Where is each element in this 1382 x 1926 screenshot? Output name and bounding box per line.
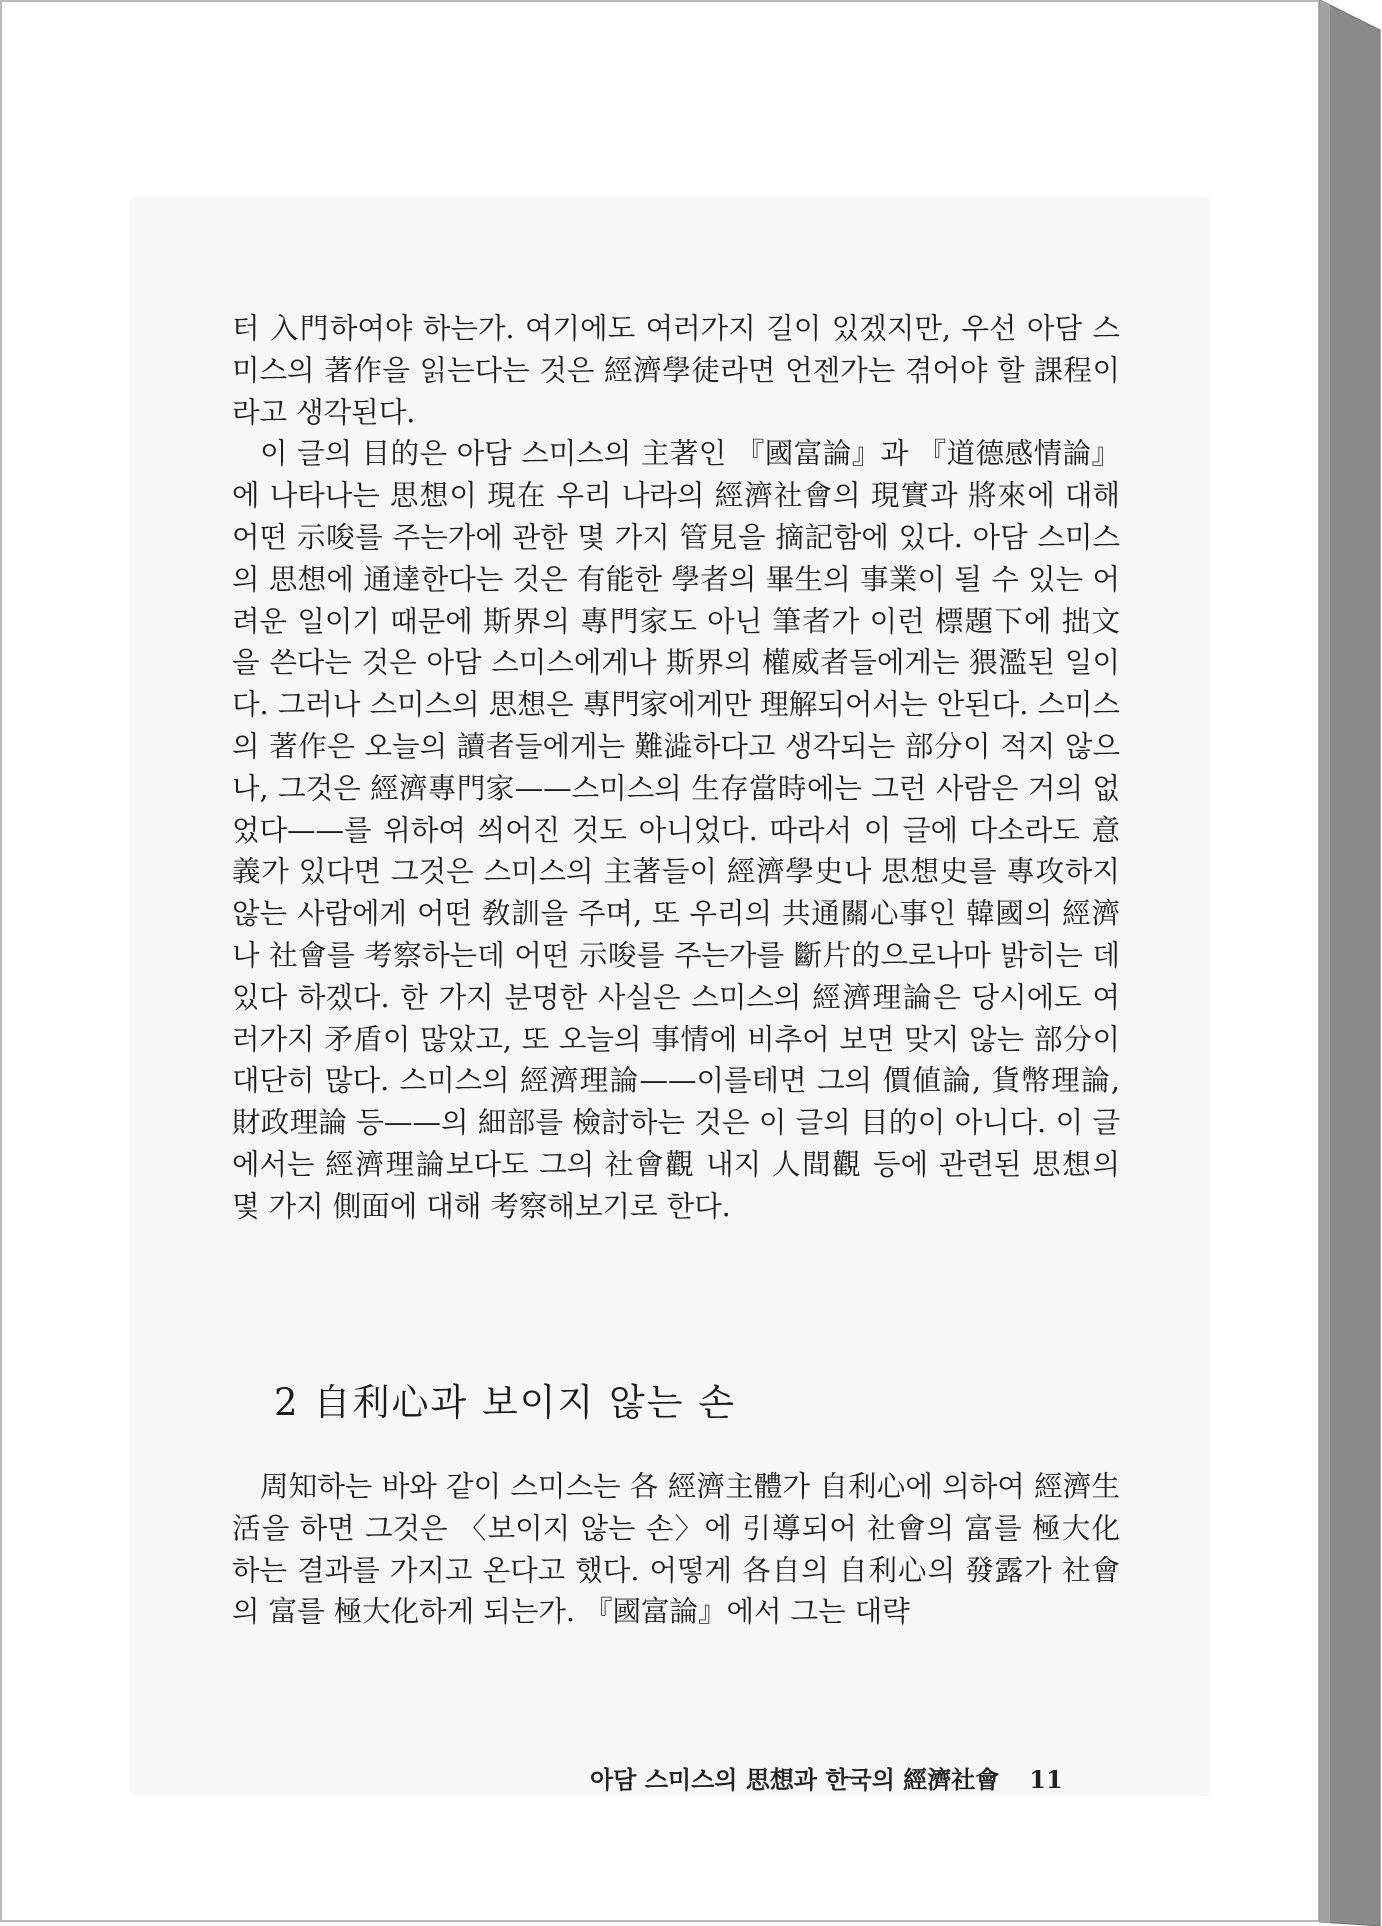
paragraph-1: 터 入門하여야 하는가. 여기에도 여러가지 길이 있겠지만, 우선 아담 스미스의 著作을 읽는다는 것은 經濟學徒라면 언젠가는 겪어야 할 課程이라고 생각된다. — [232, 312, 1120, 429]
running-title: 아담 스미스의 思想과 한국의 經濟社會 — [590, 1765, 1000, 1794]
paragraph-2: 이 글의 目的은 아담 스미스의 主著인 『國富論』과 『道德感情論』에 나타나는 思想이 現在 우리 나라의 經濟社會의 現實과 將來에 대해 어떤 示唆를 주는가에 관한 몇 가지 管見을 摘記함에 있다. 아담 스미스의 思想에 通達한다는 것은 有能한 學者의 畢生의 事業이 될 수 있는 어려운 일이기 때문에 斯界의 專門家도 아닌 筆者가 이런 標題下에 拙文을 쓴다는 것은 아담 스미스에게나 斯界의 權威者들에게는 猥濫된 일이다. 그러나 스미스의 思想은 專門家에게만 理解되어서는 안된다. 스미스의 著作은 오늘의 讀者들에게는 難澁하다고 생각되는 部分이 적지 않으나, 그것은 經濟專門家——스미스의 生存當時에는 그런 사람은 거의 없었다——를 위하여 씌어진 것도 아니었다. 따라서 이 글에 다소라도 意義가 있다면 그것은 스미스의 主著들이 經濟學史나 思想史를 專攻하지 않는 사람에게 어떤 敎訓을 주며, 또 우리의 共通關心事인 韓國의 經濟나 社會를 考察하는데 어떤 示唆를 주는가를 斷片的으로나마 밝히는 데 있다 하겠다. 한 가지 분명한 사실은 스미스의 經濟理論은 당시에도 여러가지 矛盾이 많았고, 또 오늘의 事情에 비추어 보면 맞지 않는 部分이 대단히 많다. 스미스의 經濟理論——이를테면 그의 價値論, 貨幣理論, 財政理論 등——의 細部를 檢討하는 것은 이 글의 目的이 아니다. 이 글에서는 經濟理論보다도 그의 社會觀 내지 人間觀 등에 관련된 思想의 몇 가지 側面에 대해 考察해보기로 한다. — [232, 437, 1120, 1223]
section-paragraph-1: 周知하는 바와 같이 스미스는 各 經濟主體가 自利心에 의하여 經濟生活을 하면 그것은 〈보이지 않는 손〉에 引導되어 社會의 富를 極大化하는 결과를 가지고 온다고 했다. 어떻게 各自의 自利心의 發露가 社會의 富를 極大化하게 되는가. 『國富論』에서 그는 대략 — [232, 1470, 1120, 1629]
page-stack-highlight — [1320, 0, 1330, 1923]
running-footer — [590, 1760, 1063, 1795]
section-heading — [274, 1372, 736, 1426]
section-body-text — [232, 1466, 1120, 1633]
section-title: 自利心과 보이지 않는 손 — [313, 1381, 737, 1424]
section-number: 2 — [274, 1381, 300, 1424]
body-text-block — [232, 308, 1120, 1228]
page-number: 11 — [1029, 1765, 1063, 1794]
